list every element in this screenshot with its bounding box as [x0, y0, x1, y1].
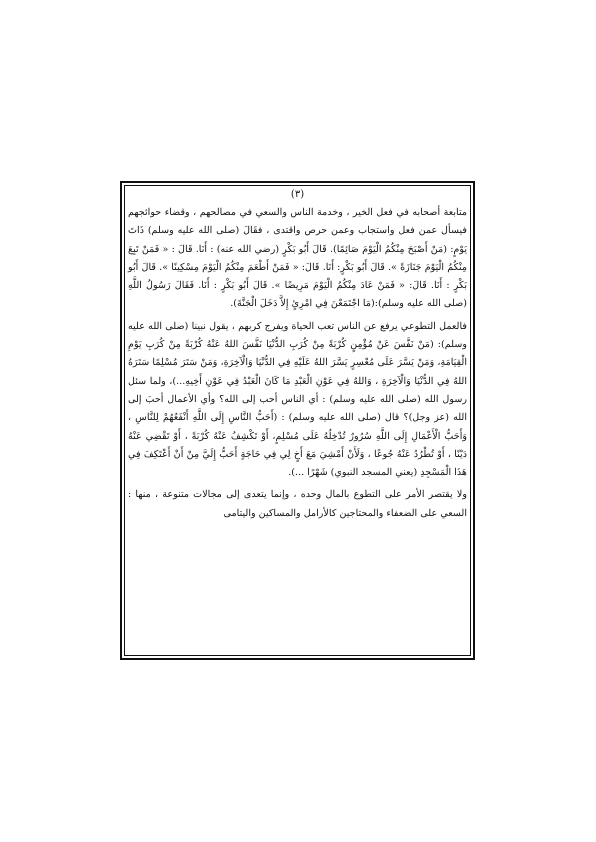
- paragraph-1: متابعة أصحابه في فعل الخير ، وخدمة الناس والسعي في مصالحهم ، وقضاء حوائجهم فيسأل عمن فعل واستجاب وعمن حرص واقتدى ، فقَالَ (صلى الله عليه وسلم) ذَاتَ يَوْمٍ: (مَنْ أَصْبَحَ مِنْكُمُ الْيَوْمَ صَائِمًا). قَالَ أَبُو بَكْرٍ (رضي الله عنه) : أَنَا. قَالَ : « فَمَنْ تَبِعَ مِنْكُمُ الْيَوْمَ جَنَازَةً ». قَالَ أَبُو بَكْرٍ: أَنَا. قَالَ: « فَمَنْ أَطْعَمَ مِنْكُمُ الْيَوْمَ مِسْكِينًا ». قَالَ أَبُو بَكْرٍ : أَنَا. قَالَ: « فَمَنْ عَادَ مِنْكُمُ الْيَوْمَ مَرِيضًا ». قَالَ أَبُو بَكْرٍ : أَنَا. فَقَالَ رَسُولُ اللَّهِ (صلى الله عليه وسلم):(مَا اجْتَمَعْنَ فِي امْرِئٍ إِلاَّ دَخَلَ الْجَنَّةَ).: [128, 207, 467, 310]
- paragraph-3: ولا يقتصر الأمر على التطوع بالمال وحده ، وإنما يتعدى إلى مجالات متنوعة ، منها : السعي على الضعفاء والمحتاجين كالأرامل والمساكين واليتامى: [128, 489, 467, 519]
- page-content: [128, 186, 467, 523]
- paragraph-2: فالعمل التطوعي يرفع عن الناس تعب الحياة ويفرج كربهم ، يقول نبينا (صلى الله عليه وسلم): (مَنْ نَفَّسَ عَنْ مُؤْمِنٍ كُرْبَةً مِنْ كُرَبِ الدُّنْيَا نَفَّسَ اللهُ عَنْهُ كُرْبَةً مِنْ كُرَبِ يَوْمِ الْقِيَامَةِ، وَمَنْ يَسَّرَ عَلَى مُعْسِرٍ يَسَّرَ اللهُ عَلَيْهِ فِي الدُّنْيَا وَالْآخِرَةِ، وَمَنْ سَتَرَ مُسْلِمًا سَتَرَهُ اللهُ فِي الدُّنْيَا وَالْآخِرَةِ ، وَاللهُ فِي عَوْنِ الْعَبْدِ مَا كَانَ الْعَبْدُ فِي عَوْنِ أَخِيهِ...)، ولما سئل رسول الله (صلى الله عليه وسلم) : أي الناس أحب إلى الله؟ وأي الأعمال أحبَ إلى الله (عز وجل)؟ قال (صلى الله عليه وسلم) : (أَحَبُّ النَّاسِ إِلَى اللَّهِ أَنْفَعُهُمْ لِلنَّاسِ ، وَأَحَبُّ الْأَعْمَالِ إِلَى اللَّهِ سُرُورٌ تُدْخِلُهُ عَلَى مُسْلِمٍ، أَوْ تَكْشِفُ عَنْهُ كُرْبَةً ، أَوْ تَقْضِي عَنْهُ دَيْنًا ، أَوْ تُطْرُدُ عَنْهُ جُوعًا ، وَلَأَنْ أَمْشِيَ مَعَ أَخٍ لِي فِي حَاجَةٍ أَحَبُّ إِلَيَّ مِنْ أَنْ أَعْتَكِفَ فِي هَذَا الْمَسْجِدِ (يعني المسجد النبوي) شَهْرًا ...).: [128, 320, 467, 479]
- page-number: (٣): [290, 189, 305, 200]
